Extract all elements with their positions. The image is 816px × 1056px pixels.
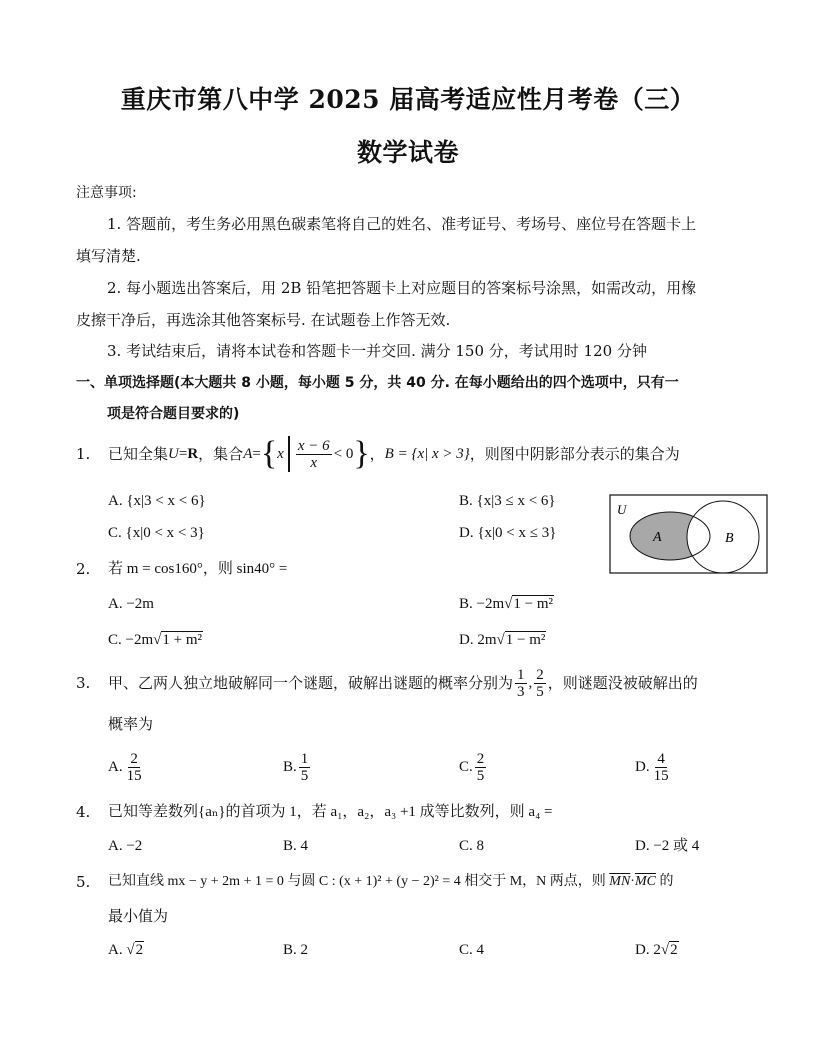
section-heading-line2: 项是符合题目要求的)	[107, 406, 240, 422]
q3-option-d-num: 4	[657, 750, 665, 767]
q4-number: 4.	[76, 803, 91, 821]
q1-frac-num: x − 6	[297, 437, 330, 454]
q3-option-d-frac	[652, 751, 671, 784]
q3-option-a-label: A.	[108, 759, 123, 775]
q3-option-c-frac	[475, 751, 487, 784]
q5-stem-text: 已知直线 mx − y + 2m + 1 = 0 与圆 C : (x + 1)² + (y − 2)² = 4 相交于 M，N 两点，则	[108, 874, 610, 889]
q2-option-c-pre: C. −2m	[108, 632, 154, 648]
q3-frac-comma: ,	[528, 675, 533, 691]
q1-set-bar	[288, 436, 290, 472]
venn-label-b: B	[725, 531, 734, 546]
q3-frac-1-den: 3	[517, 683, 525, 700]
q5-option-d-pre: D. 2	[635, 942, 661, 958]
q5-number: 5.	[76, 873, 91, 891]
q3-option-d-label: D.	[635, 759, 650, 775]
q1-option-d[interactable]: D. {x|0 < x ≤ 3}	[459, 525, 557, 541]
q3-frac-1-num: 1	[517, 666, 525, 683]
q3-stem-text: 甲、乙两人独立地破解同一个谜题，破解出谜题的概率分别为	[108, 674, 514, 692]
exam-subtitle: 数学试卷	[356, 138, 459, 167]
q1-stem	[108, 436, 680, 472]
q5-option-a-pre: A.	[108, 942, 127, 958]
q4-stem: 已知等差数列{aₙ}的首项为 1，若 a₁，a₂，a₃ +1 成等比数列，则 a₄ =	[108, 804, 553, 820]
q1-Bset: B = {x| x > 3}	[384, 446, 470, 462]
q2-option-d-pre: D. 2m	[459, 632, 497, 648]
sqrt-icon: √	[504, 596, 513, 612]
venn-diagram	[609, 494, 769, 576]
q1-stem-text3: ，则图中阴影部分表示的集合为	[469, 445, 680, 463]
notice-item-1: 1. 答题前，考生务必用黑色碳素笔将自己的姓名、准考证号、考场号、座位号在答题卡上	[107, 215, 697, 233]
q1-R: R	[187, 446, 199, 462]
q1-option-c[interactable]: C. {x|0 < x < 3}	[108, 525, 205, 541]
q5-stem-text2: 的	[655, 874, 674, 889]
q4-option-c[interactable]: C. 8	[459, 838, 485, 854]
notice-item-2-cont: 皮擦干净后，再选涂其他答案标号. 在试题卷上作答无效.	[76, 311, 451, 329]
q5-dot: ·	[630, 874, 635, 889]
q3-option-d[interactable]	[635, 748, 673, 786]
q3-frac-1	[515, 667, 527, 700]
q5-option-d[interactable]	[635, 940, 679, 960]
q2-option-d[interactable]	[459, 630, 546, 650]
q3-option-c-label: C.	[459, 759, 473, 775]
q3-option-c[interactable]	[459, 748, 488, 786]
q5-stem	[108, 872, 673, 892]
q3-option-c-num: 2	[476, 750, 485, 767]
venn-label-a: A	[653, 530, 662, 545]
q2-stem: 若 m = cos160°，则 sin40° =	[108, 561, 288, 577]
q5-option-a-radicand: 2	[135, 942, 144, 958]
q3-option-b-den: 5	[300, 767, 309, 784]
q2-option-c-radicand: 1 + m²	[162, 632, 202, 648]
q5-option-c[interactable]: C. 4	[459, 942, 485, 958]
q5-vector-mc: $\overline{MC}$	[634, 874, 656, 889]
q1-left-brace: {	[260, 435, 278, 472]
q3-stem-text2: ，则谜题没被破解出的	[547, 674, 698, 692]
q1-right-brace: }	[353, 435, 370, 472]
q5-option-a[interactable]	[108, 940, 144, 960]
sqrt-icon: √	[660, 942, 670, 958]
notice-item-3: 3. 考试结束后，请将本试卷和答题卡一并交回. 满分 150 分，考试用时 120 分钟	[107, 342, 647, 360]
q3-option-b-frac	[299, 751, 311, 784]
q3-option-a-den: 15	[126, 767, 142, 784]
q1-number: 1.	[76, 445, 91, 463]
q3-option-c-den: 5	[476, 767, 485, 784]
notice-item-1-cont: 填写清楚.	[76, 247, 141, 265]
q1-A: A	[243, 446, 253, 462]
q1-option-a[interactable]: A. {x|3 < x < 6}	[108, 493, 206, 509]
q3-frac-2	[534, 667, 546, 700]
notice-heading: 注意事项:	[76, 185, 137, 201]
venn-label-u: U	[617, 502, 627, 517]
q5-option-b[interactable]: B. 2	[283, 942, 309, 958]
q1-stem-text2: ，集合	[198, 445, 244, 463]
q1-option-b[interactable]: B. {x|3 ≤ x < 6}	[459, 493, 556, 509]
notice-item-2: 2. 每小题选出答案后，用 2B 铅笔把答题卡上对应题目的答案标号涂黑，如需改动，用橡	[107, 279, 697, 297]
q4-option-b[interactable]: B. 4	[283, 838, 309, 854]
q1-fraction	[296, 438, 332, 471]
q1-eq: =	[178, 446, 188, 462]
q3-stem-line2: 概率为	[108, 715, 154, 733]
q1-U: U	[168, 446, 179, 462]
q5-vector-mn: $\overline{MN}$	[609, 874, 631, 889]
q1-frac-den: x	[310, 454, 318, 471]
q2-option-c[interactable]	[108, 630, 203, 650]
sqrt-icon: √	[496, 632, 505, 648]
q2-option-d-radicand: 1 − m²	[505, 632, 546, 648]
q3-number: 3.	[76, 674, 91, 692]
q1-x: x	[277, 446, 284, 462]
q3-option-b[interactable]	[283, 748, 312, 786]
section-heading-line1: 一、单项选择题(本大题共 8 小题，每小题 5 分，共 40 分. 在每小题给出的四个选项中，只有一	[76, 375, 679, 391]
q4-option-a[interactable]: A. −2	[108, 838, 143, 854]
q2-option-b-pre: B. −2m	[459, 596, 505, 612]
q3-frac-2-den: 5	[536, 683, 544, 700]
q2-option-b-radicand: 1 − m²	[513, 596, 553, 612]
q2-option-a[interactable]: A. −2m	[108, 596, 154, 612]
q3-option-a-frac	[125, 751, 144, 784]
sqrt-icon: √	[153, 632, 162, 648]
q1-eq2: =	[252, 446, 261, 462]
q4-option-d[interactable]: D. −2 或 4	[635, 838, 700, 854]
q1-lt0: < 0	[333, 446, 354, 462]
q3-stem	[108, 664, 698, 702]
sqrt-icon: √	[126, 942, 135, 958]
q3-frac-2-num: 2	[536, 666, 544, 683]
q3-option-b-label: B.	[283, 759, 297, 775]
q1-stem-text: 已知全集	[108, 445, 169, 463]
q5-stem-line2: 最小值为	[108, 907, 169, 925]
q3-option-a[interactable]	[108, 748, 146, 786]
q3-option-d-den: 15	[653, 767, 669, 784]
q1-comma: ，	[369, 445, 385, 463]
q5-option-d-radicand: 2	[670, 942, 678, 958]
exam-title: 重庆市第八中学 2025 届高考适应性月考卷（三）	[120, 85, 696, 114]
q3-option-b-num: 1	[300, 750, 309, 767]
q2-option-b[interactable]	[459, 594, 554, 614]
q3-option-a-num: 2	[130, 750, 138, 767]
q2-number: 2.	[76, 560, 91, 578]
